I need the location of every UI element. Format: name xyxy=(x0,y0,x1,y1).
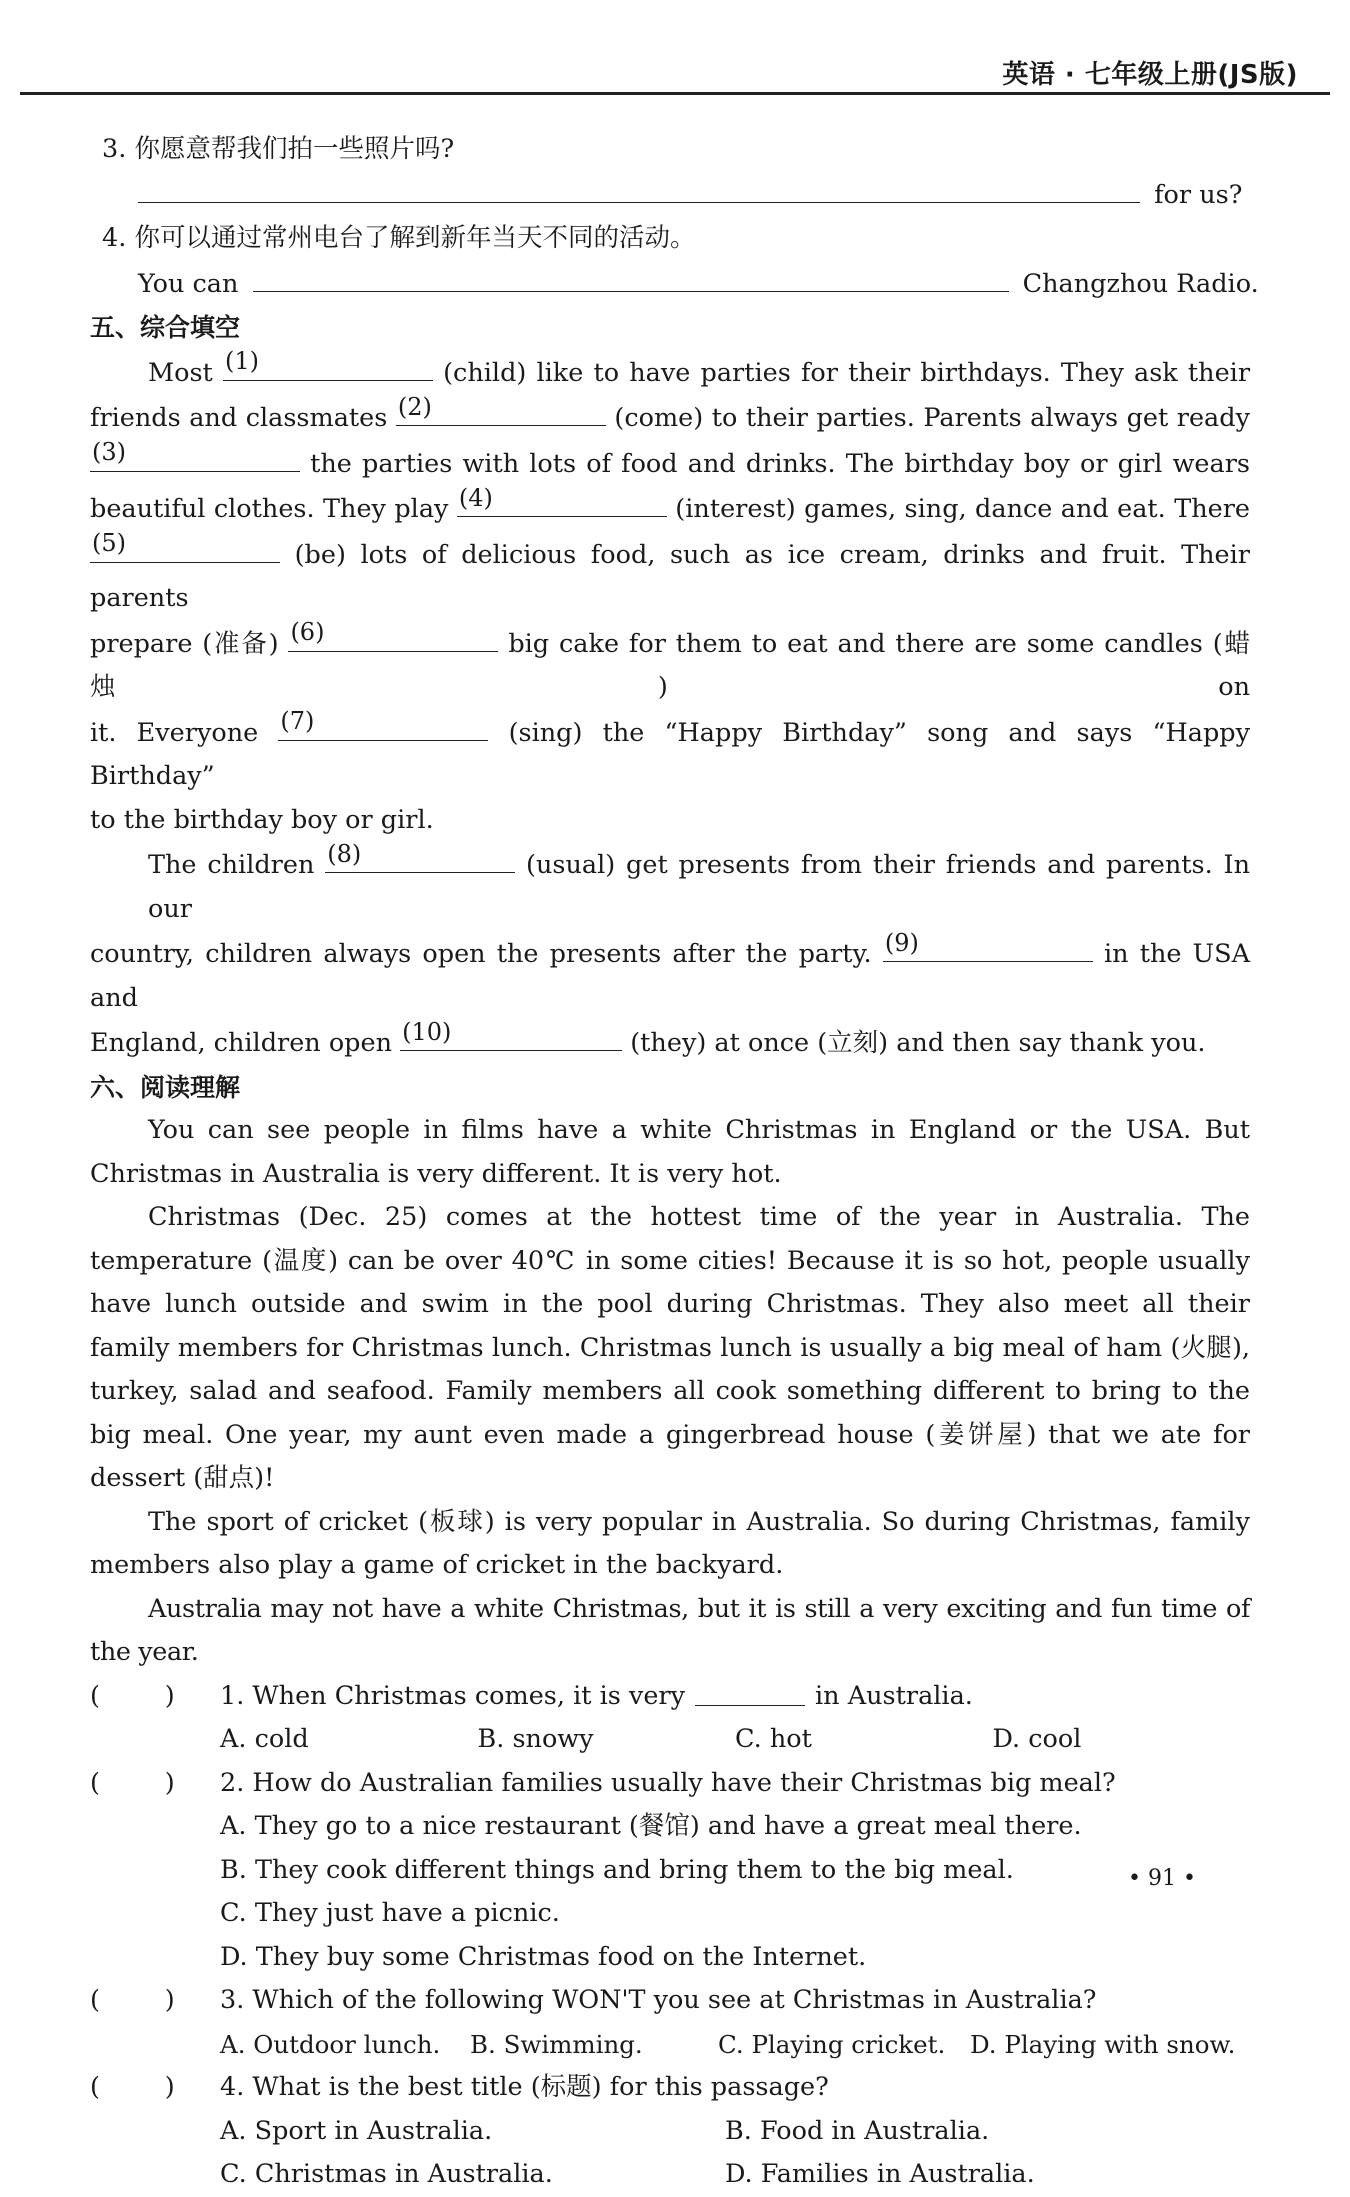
cloze-blank-3[interactable]: (3) xyxy=(90,441,300,472)
answer-blank[interactable] xyxy=(138,172,1140,203)
option-a[interactable]: A. They go to a nice restaurant (餐馆) and have a great meal there. xyxy=(220,1811,1082,1841)
cloze-blank-5[interactable]: (5) xyxy=(90,532,280,563)
option-b[interactable]: B. They cook different things and bring them to the big meal. xyxy=(220,1854,1014,1885)
cloze-line: England, children open (10) (they) at once (立刻) and then say thank you. xyxy=(90,1017,1206,1058)
answer-bracket[interactable]: ( ) xyxy=(90,1985,175,2015)
cloze-line: prepare (准备) (6) big cake for them to eat and there are some candles (蜡烛) on xyxy=(90,618,1250,702)
cloze-blank-7[interactable]: (7) xyxy=(278,710,488,741)
cloze-blank-10[interactable]: (10) xyxy=(400,1020,622,1051)
option-d[interactable]: D. cool xyxy=(992,1724,1082,1754)
question-blank xyxy=(695,1675,805,1706)
cloze-blank-1[interactable]: (1) xyxy=(223,350,433,381)
cloze-blank-4[interactable]: (4) xyxy=(457,486,667,517)
option-d[interactable]: D. Families in Australia. xyxy=(725,2159,1035,2189)
page-header xyxy=(0,0,1350,95)
option-d[interactable]: D. Playing with snow. xyxy=(970,2029,1236,2059)
option-c[interactable]: C. hot xyxy=(735,1724,812,1754)
option-a[interactable]: A. Sport in Australia. xyxy=(220,2115,493,2146)
translation-q3-prompt: 3. 你愿意帮我们拍一些照片吗? xyxy=(102,134,455,164)
cloze-blank-9[interactable]: (9) xyxy=(883,931,1093,962)
option-d[interactable]: D. They buy some Christmas food on the Internet. xyxy=(220,1941,867,1972)
answer-blank[interactable] xyxy=(253,261,1009,292)
question-1: ( ) 1. When Christmas comes, it is very in Australia. xyxy=(90,1675,1250,1719)
question-3: ( ) 3. Which of the following WON'T you see at Christmas in Australia? xyxy=(90,1979,1250,2023)
option-c[interactable]: C. Playing cricket. xyxy=(718,2029,946,2059)
option-b[interactable]: B. Swimming. xyxy=(470,2029,643,2059)
question-3-options xyxy=(90,2023,1250,2067)
page-number: • 91 • xyxy=(1128,1866,1196,1891)
cloze-line: country, children always open the presents after the party. (9) in the USA and xyxy=(90,928,1250,1013)
cloze-line: beautiful clothes. They play (4) (interest) games, sing, dance and eat. There xyxy=(90,483,1250,524)
cloze-line: to the birthday boy or girl. xyxy=(90,804,434,835)
cloze-blank-6[interactable]: (6) xyxy=(288,621,498,652)
option-b[interactable]: B. snowy xyxy=(477,1724,594,1754)
cloze-blank-2[interactable]: (2) xyxy=(396,395,606,426)
answer-bracket[interactable]: ( ) xyxy=(90,2072,175,2102)
question-4-options-row1 xyxy=(90,2110,1250,2154)
option-a[interactable]: A. cold xyxy=(220,1724,309,1754)
answer-bracket[interactable]: ( ) xyxy=(90,1680,175,1711)
option-b[interactable]: B. Food in Australia. xyxy=(725,2115,990,2146)
question-4: ( ) 4. What is the best title (标题) for this passage? xyxy=(90,2066,1250,2110)
translation-q4-answer-line: You can Changzhou Radio. xyxy=(90,261,1250,307)
translation-q3-answer-line: for us? xyxy=(90,172,1250,218)
cloze-line: (3) the parties with lots of food and drinks. The birthday boy or girl wears xyxy=(92,438,1250,479)
cloze-line: The children (8) (usual) get presents from their friends and parents. In our xyxy=(148,839,1251,924)
cloze-blank-8[interactable]: (8) xyxy=(325,842,515,873)
header-title: 英语 · 七年级上册(JS版) xyxy=(1002,60,1298,90)
passage-paragraph: You can see people in films have a white Christmas in England or the USA. But Christmas in Australia is very different. It is very hot. xyxy=(90,1115,1250,1189)
answer-bracket[interactable]: ( ) xyxy=(90,1767,175,1798)
cloze-line: Most (1) (child) like to have parties for their birthdays. They ask their xyxy=(148,347,1251,388)
cloze-line: (5) (be) lots of delicious food, such as ice cream, drinks and fruit. Their parents xyxy=(90,529,1250,613)
option-c[interactable]: C. They just have a picnic. xyxy=(220,1898,560,1928)
section5-title: 五、综合填空 xyxy=(90,313,241,342)
question-2: ( ) 2. How do Australian families usually have their Christmas big meal? xyxy=(90,1762,1250,1806)
header-rule xyxy=(20,92,1330,95)
option-c[interactable]: C. Christmas in Australia. xyxy=(220,2159,553,2189)
page-content xyxy=(90,128,1259,2197)
translation-q4-prompt: 4. 你可以通过常州电台了解到新年当天不同的活动。 xyxy=(102,223,696,253)
section6-title: 六、阅读理解 xyxy=(90,1072,241,1102)
option-a[interactable]: A. Outdoor lunch. xyxy=(220,2029,441,2059)
cloze-line: it. Everyone (7) (sing) the “Happy Birthday” song and says “Happy Birthday” xyxy=(90,707,1250,791)
passage-paragraph: The sport of cricket (板球) is very popular in Australia. So during Christmas, family members also play a game of cricket in the backyard. xyxy=(90,1506,1250,1580)
question-1-options xyxy=(90,1718,1250,1762)
passage-paragraph: Christmas (Dec. 25) comes at the hottest time of the year in Australia. The temperature (温度) can be over 40℃ in some cities! Because it is so hot, people usually have lunch outside and swim in the pool during Christmas. They also meet all their family members for Christmas lunch. Christmas lunch is usually a big meal of ham (火腿), turkey, salad and seafood. Family members all cook something different to bring to the big meal. One year, my aunt even made a gingerbread house (姜饼屋) that we ate for dessert (甜点)! xyxy=(90,1202,1250,1493)
passage-paragraph: Australia may not have a white Christmas, but it is still a very exciting and fun time of the year. xyxy=(90,1593,1250,1667)
cloze-line: friends and classmates (2) (come) to their parties. Parents always get ready xyxy=(90,392,1250,433)
question-4-options-row2 xyxy=(90,2153,1250,2197)
